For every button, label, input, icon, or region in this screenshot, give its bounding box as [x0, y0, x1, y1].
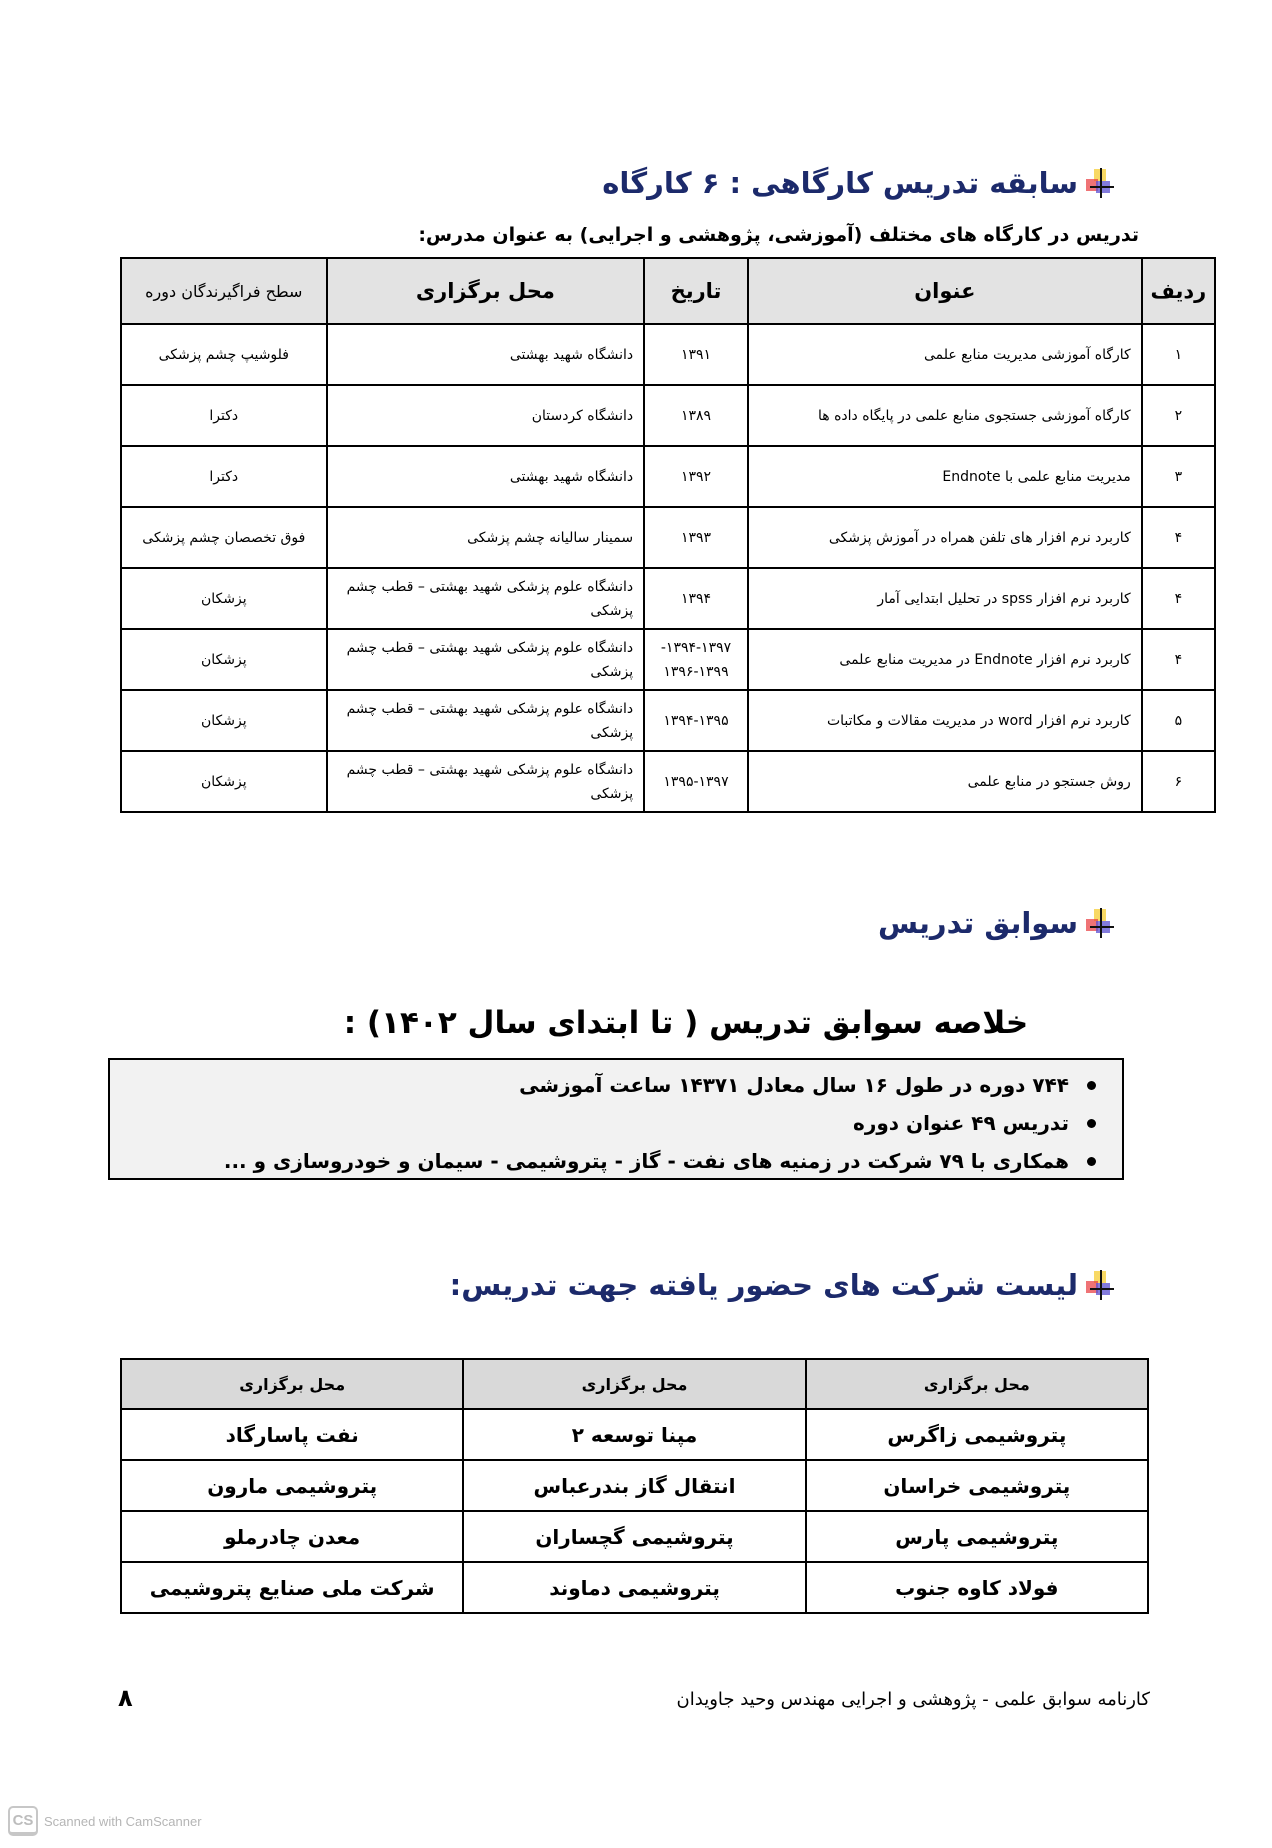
workshop-cell-title: کاربرد نرم افزار word در مدیریت مقالات و مکاتبات	[748, 690, 1142, 751]
company-cell: پتروشیمی مارون	[121, 1460, 463, 1511]
company-cell: شرکت ملی صنایع پتروشیمی	[121, 1562, 463, 1613]
workshop-row	[121, 446, 1215, 507]
page-number: ۸	[118, 1684, 133, 1712]
workshop-cell-radif: ۴	[1142, 507, 1215, 568]
companies-header-row	[121, 1359, 1148, 1409]
workshop-cell-radif: ۱	[1142, 324, 1215, 385]
workshop-cell-place: دانشگاه شهید بهشتی	[327, 324, 645, 385]
workshop-cell-place: دانشگاه علوم پزشکی شهید بهشتی – قطب چشم پزشکی	[327, 629, 645, 690]
watermark-text: Scanned with CamScanner	[44, 1813, 202, 1829]
company-cell: انتقال گاز بندرعباس	[463, 1460, 805, 1511]
companies-table	[120, 1358, 1149, 1614]
summary-item	[110, 1066, 1110, 1104]
header-title: عنوان	[748, 258, 1142, 324]
workshop-cell-level: فلوشیپ چشم پزشکی	[121, 324, 327, 385]
company-cell: پتروشیمی زاگرس	[806, 1409, 1148, 1460]
header-place: محل برگزاری	[327, 258, 645, 324]
workshop-row	[121, 507, 1215, 568]
bullet-dot-icon	[1087, 1157, 1096, 1166]
company-row	[121, 1562, 1148, 1613]
section-bullet-icon	[1084, 908, 1114, 938]
bullet-dot-icon	[1087, 1081, 1096, 1090]
footer-text: کارنامه سوابق علمی - پژوهشی و اجرایی مهندس وحید جاویدان	[676, 1689, 1150, 1710]
workshop-cell-level: پزشکان	[121, 568, 327, 629]
workshop-cell-date: ۱۳۹۵-۱۳۹۷	[644, 751, 748, 812]
workshop-cell-radif: ۲	[1142, 385, 1215, 446]
workshops-section-heading	[602, 166, 1114, 200]
workshop-row	[121, 751, 1215, 812]
workshop-cell-radif: ۵	[1142, 690, 1215, 751]
header-date: تاریخ	[644, 258, 748, 324]
workshop-cell-title: کارگاه آموزشی جستجوی منابع علمی در پایگاه داده ها	[748, 385, 1142, 446]
workshop-cell-date: ۱۳۹۴	[644, 568, 748, 629]
company-cell: پتروشیمی گچساران	[463, 1511, 805, 1562]
workshop-row	[121, 568, 1215, 629]
workshop-cell-date: ۱۳۹۳	[644, 507, 748, 568]
company-row	[121, 1460, 1148, 1511]
workshop-cell-title: کاربرد نرم افزار spss در تحلیل ابتدایی آمار	[748, 568, 1142, 629]
company-row	[121, 1409, 1148, 1460]
workshop-cell-level: دکترا	[121, 446, 327, 507]
bullet-dot-icon	[1087, 1119, 1096, 1128]
workshop-cell-title: مدیریت منابع علمی با Endnote	[748, 446, 1142, 507]
workshop-cell-level: فوق تخصصان چشم پزشکی	[121, 507, 327, 568]
summary-box	[108, 1058, 1124, 1180]
workshop-cell-place: دانشگاه علوم پزشکی شهید بهشتی – قطب چشم پزشکی	[327, 690, 645, 751]
camscanner-logo-icon: CS	[8, 1806, 38, 1836]
company-cell: مپنا توسعه ۲	[463, 1409, 805, 1460]
workshop-cell-date: ۱۳۹۴-۱۳۹۵	[644, 690, 748, 751]
workshop-row	[121, 629, 1215, 690]
workshop-cell-date: ۱۳۹۱	[644, 324, 748, 385]
companies-heading-text: لیست شرکت های حضور یافته جهت تدریس:	[449, 1268, 1078, 1302]
workshop-cell-title: کارگاه آموزشی مدیریت منابع علمی	[748, 324, 1142, 385]
workshops-table-header-row	[121, 258, 1215, 324]
company-cell: نفت پاسارگاد	[121, 1409, 463, 1460]
summary-item-text: ۷۴۴ دوره در طول ۱۶ سال معادل ۱۴۳۷۱ ساعت آموزشی	[519, 1073, 1069, 1097]
workshops-table	[120, 257, 1216, 813]
company-cell: پتروشیمی دماوند	[463, 1562, 805, 1613]
workshop-cell-level: پزشکان	[121, 751, 327, 812]
company-cell: فولاد کاوه جنوب	[806, 1562, 1148, 1613]
company-cell: پتروشیمی خراسان	[806, 1460, 1148, 1511]
workshop-row	[121, 690, 1215, 751]
summary-title: خلاصه سوابق تدریس ( تا ابتدای سال ۱۴۰۲) :	[343, 1005, 1029, 1041]
header-radif: ردیف	[1142, 258, 1215, 324]
workshop-cell-radif: ۳	[1142, 446, 1215, 507]
workshop-cell-radif: ۶	[1142, 751, 1215, 812]
company-cell: پتروشیمی پارس	[806, 1511, 1148, 1562]
workshop-cell-date: ۱۳۸۹	[644, 385, 748, 446]
workshops-heading-text: سابقه تدریس کارگاهی : ۶ کارگاه	[602, 166, 1078, 200]
workshop-cell-level: پزشکان	[121, 629, 327, 690]
workshop-cell-title: روش جستجو در منابع علمی	[748, 751, 1142, 812]
workshop-cell-place: سمینار سالیانه چشم پزشکی	[327, 507, 645, 568]
companies-section-heading	[450, 1268, 1114, 1302]
company-row	[121, 1511, 1148, 1562]
company-cell: معدن چادرملو	[121, 1511, 463, 1562]
workshop-cell-level: پزشکان	[121, 690, 327, 751]
workshops-subtitle: تدریس در کارگاه های مختلف (آموزشی، پژوهشی و اجرایی) به عنوان مدرس:	[418, 224, 1139, 246]
section-bullet-icon	[1084, 168, 1114, 198]
section-bullet-icon	[1084, 1270, 1114, 1300]
workshop-cell-title: کاربرد نرم افزار های تلفن همراه در آموزش پزشکی	[748, 507, 1142, 568]
header-level: سطح فراگیرندگان دوره	[121, 258, 327, 324]
summary-item-text: تدریس ۴۹ عنوان دوره	[853, 1111, 1069, 1135]
workshop-cell-place: دانشگاه علوم پزشکی شهید بهشتی – قطب چشم پزشکی	[327, 751, 645, 812]
camscanner-watermark	[8, 1806, 202, 1836]
companies-header-cell: محل برگزاری	[121, 1359, 463, 1409]
workshop-cell-date: ۱۳۹۴-۱۳۹۷- ۱۳۹۶-۱۳۹۹	[644, 629, 748, 690]
summary-item	[110, 1142, 1110, 1180]
workshop-cell-date: ۱۳۹۲	[644, 446, 748, 507]
workshop-cell-radif: ۴	[1142, 629, 1215, 690]
summary-item-text: همکاری با ۷۹ شرکت در زمنیه های نفت - گاز - پتروشیمی - سیمان و خودروسازی و ...	[223, 1149, 1069, 1173]
workshop-row	[121, 385, 1215, 446]
workshop-cell-level: دکترا	[121, 385, 327, 446]
workshop-cell-place: دانشگاه شهید بهشتی	[327, 446, 645, 507]
teaching-heading-text: سوابق تدریس	[878, 906, 1078, 940]
summary-item	[110, 1104, 1110, 1142]
workshop-row	[121, 324, 1215, 385]
companies-header-cell: محل برگزاری	[806, 1359, 1148, 1409]
companies-header-cell: محل برگزاری	[463, 1359, 805, 1409]
workshop-cell-place: دانشگاه کردستان	[327, 385, 645, 446]
teaching-section-heading	[878, 906, 1114, 940]
workshop-cell-radif: ۴	[1142, 568, 1215, 629]
workshop-cell-place: دانشگاه علوم پزشکی شهید بهشتی – قطب چشم پزشکی	[327, 568, 645, 629]
workshop-cell-title: کاربرد نرم افزار Endnote در مدیریت منابع علمی	[748, 629, 1142, 690]
